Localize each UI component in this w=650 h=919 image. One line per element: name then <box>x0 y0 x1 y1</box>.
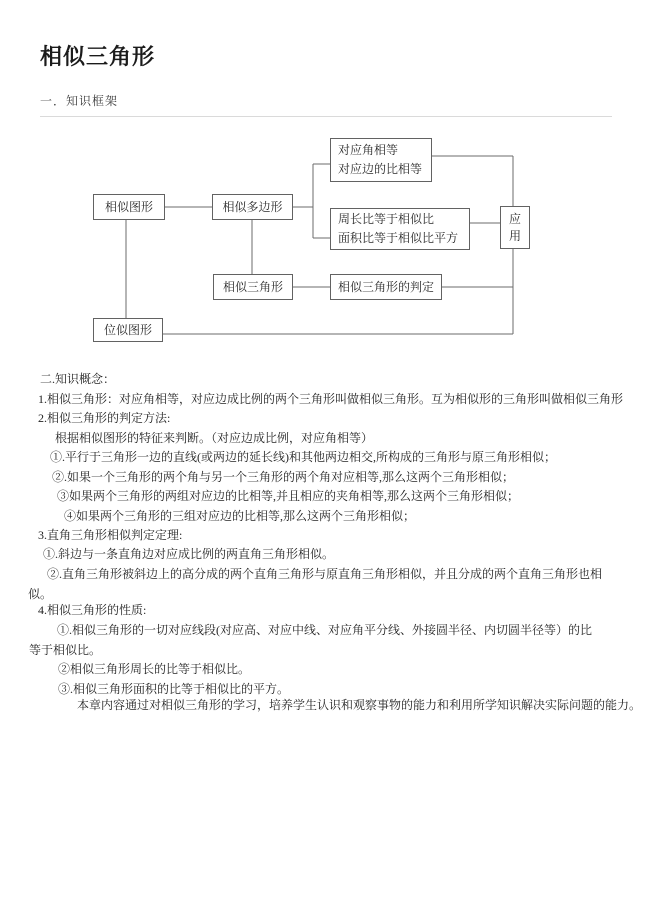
text-line: 3.直角三角形相似判定定理: <box>38 528 183 542</box>
box-application-char1: 应 <box>508 211 521 226</box>
box-application <box>500 206 530 249</box>
text-line: ③.相似三角形面积的比等于相似比的平方。 <box>58 682 290 696</box>
section2-heading: 二.知识概念： <box>40 372 116 386</box>
text-line: ②.直角三角形被斜边上的高分成的两个直角三角形与原直角三角形相似，并且分成的两个直角三角形也相 <box>47 567 603 581</box>
text-line: ④如果两个三角形的三组对应边的比相等,那么这两个三角形相似； <box>64 509 416 523</box>
box-application-char2: 用 <box>508 228 521 243</box>
box-homothetic-figures-label: 位似图形 <box>103 323 152 337</box>
section1-heading: 一．知识框架 <box>40 94 119 108</box>
box-ratio-line2: 面积比等于相似比平方 <box>338 231 459 245</box>
text-line: 1.相似三角形：对应角相等，对应边成比例的两个三角形叫做相似三角形。互为相似形的三角形叫做相似三角形 <box>38 392 624 406</box>
box-ratio-properties <box>330 208 470 250</box>
box-similar-polygons-label: 相似多边形 <box>222 200 283 214</box>
box-similar-figures-label: 相似图形 <box>104 200 153 214</box>
page-title: 相似三角形 <box>40 44 156 69</box>
box-similar-figures <box>93 194 165 220</box>
text-line: 2.相似三角形的判定方法: <box>38 411 171 425</box>
text-line: ③如果两个三角形的两组对应边的比相等,并且相应的夹角相等,那么这两个三角形相似； <box>57 489 520 503</box>
text-line: ②相似三角形周长的比等于相似比。 <box>58 662 251 676</box>
text-line: 4.相似三角形的性质: <box>38 603 147 617</box>
box-corresponding-line2: 对应边的比相等 <box>338 162 423 176</box>
box-similar-triangles-label: 相似三角形 <box>222 280 283 294</box>
text-line: 根据相似图形的特征来判断。（对应边成比例，对应角相等） <box>55 431 374 445</box>
text-line: 本章内容通过对相似三角形的学习，培养学生认识和观察事物的能力和利用所学知识解决实际问题的能力。 <box>77 698 642 712</box>
text-line: ②.如果一个三角形的两个角与另一个三角形的两个角对应相等,那么这两个三角形相似； <box>52 470 515 484</box>
box-triangle-judgment <box>330 274 442 300</box>
text-line: ①.斜边与一条直角边对应成比例的两直角三角形相似。 <box>43 547 335 561</box>
text-line: 等于相似比。 <box>29 643 102 657</box>
box-triangle-judgment-label: 相似三角形的判定 <box>337 280 434 294</box>
box-similar-polygons <box>212 194 293 220</box>
knowledge-framework-diagram <box>0 0 650 360</box>
connector-lines <box>0 0 650 360</box>
text-line: 似。 <box>28 587 53 601</box>
box-homothetic-figures <box>93 318 163 342</box>
box-similar-triangles <box>213 274 293 300</box>
box-ratio-line1: 周长比等于相似比 <box>338 212 435 226</box>
box-corresponding-properties <box>330 138 432 182</box>
text-line: ①.相似三角形的一切对应线段(对应高、对应中线、对应角平分线、外接圆半径、内切圆半径等）的比 <box>57 623 593 637</box>
text-line: ①.平行于三角形一边的直线(或两边的延长线)和其他两边相交,所构成的三角形与原三角形相似； <box>50 450 556 464</box>
box-corresponding-line1: 对应角相等 <box>338 143 399 157</box>
